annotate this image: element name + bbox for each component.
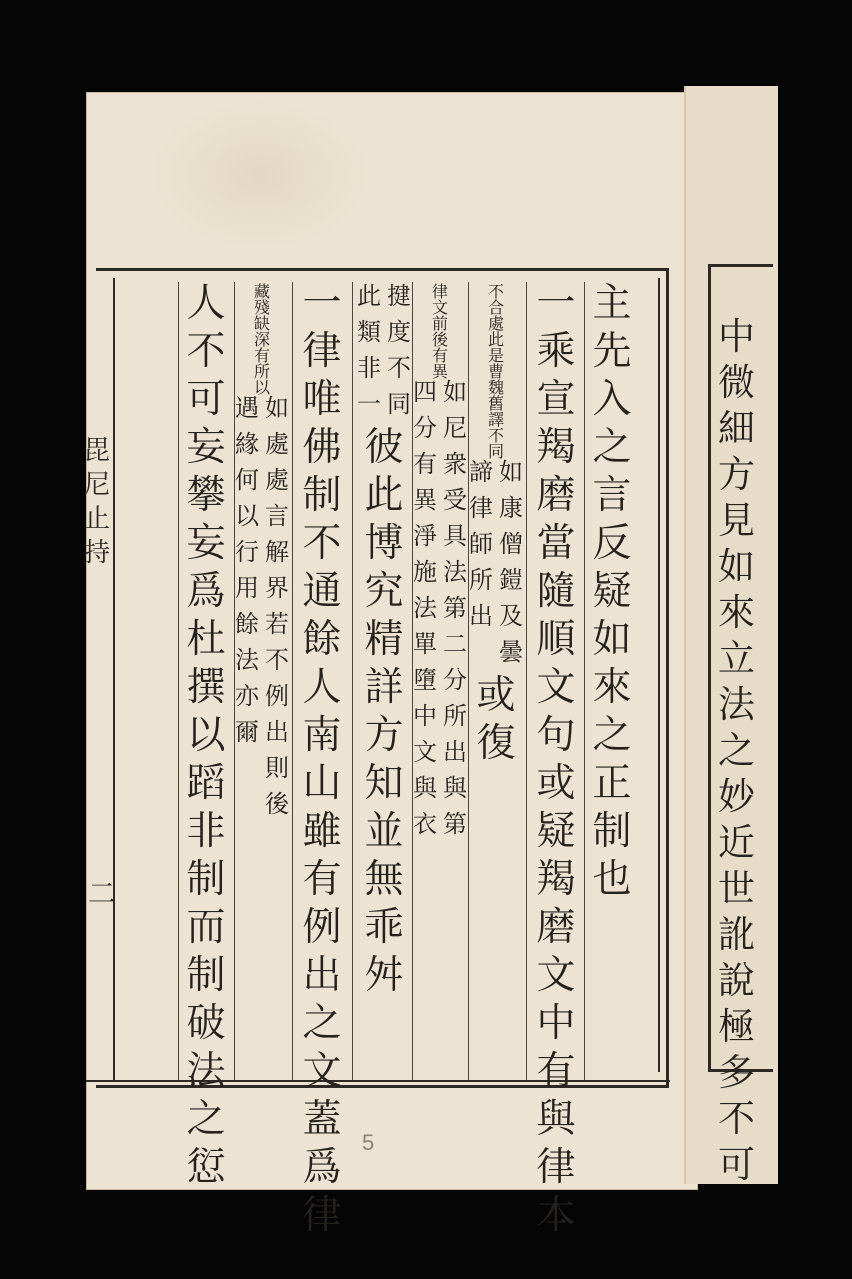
text-column	[469, 282, 523, 772]
column-text: 諦 律 師 所 出	[469, 458, 493, 630]
annotation-pair	[357, 284, 411, 428]
column-text: 藏 殘 缺 深 有 所 以	[253, 282, 270, 397]
water-stain	[150, 100, 370, 250]
column-text: 如 康 僧 鎧 及 曇	[499, 458, 523, 666]
gutter-title	[82, 430, 112, 566]
column-rule	[412, 282, 413, 1080]
column-text: 如 尼 衆 受 具 法 第 二 分 所 出 與 第	[443, 378, 467, 838]
column-rule	[234, 282, 235, 1080]
annotation-pair	[469, 460, 523, 676]
column-text: 或 復	[476, 673, 516, 766]
column-text: 四 分 有 異 淨 施 法 單 墮 中 文 與 衣	[413, 378, 437, 838]
column-text: 人 不 可 妄 攀 妄 爲 杜 撰 以 蹈 非 制 而 制 破 法 之 愆	[186, 281, 226, 1190]
gutter-line	[113, 278, 115, 1082]
next-page-column	[718, 306, 755, 1186]
column-rule	[526, 282, 527, 1080]
column-text: 彼 此 博 究 精 詳 方 知 並 無 乖 舛	[364, 425, 404, 998]
column-rule	[178, 282, 179, 1080]
pencil-page-number: 5	[362, 1130, 375, 1155]
text-column	[413, 282, 467, 848]
column-text: 律 文 前 後 有 異	[431, 282, 448, 381]
column-text: 揵 度 不 同	[387, 282, 411, 418]
gutter-title-char: 尼	[83, 470, 110, 500]
gutter-title-char: 持	[83, 538, 110, 568]
column-text: 一 律 唯 佛 制 不 通 餘 人 南 山 雖 有 例 出 之 文 蓋 爲 律	[302, 281, 342, 1238]
text-column	[590, 281, 634, 908]
annotation-pair	[235, 396, 289, 828]
column-rule	[292, 282, 293, 1080]
text-column	[357, 282, 411, 1004]
text-column	[534, 281, 578, 1244]
text-column	[235, 282, 289, 828]
column-text: 主 先 入 之 言 反 疑 如 來 之 正 制 也	[592, 281, 632, 902]
annotation-pair	[413, 380, 467, 848]
column-text: 一 乘 宣 羯 磨 當 隨 順 文 句 或 疑 羯 磨 文 中 有 與 律 本	[536, 281, 576, 1238]
column-text: 此 類 非 一	[357, 282, 381, 418]
column-text: 不 合 處 此 是 曹 魏 舊 譯 不 同	[487, 282, 504, 461]
gutter-title-char: 止	[83, 504, 110, 534]
bottom-rule	[86, 1080, 670, 1082]
text-column	[184, 281, 228, 1196]
text-column	[300, 281, 344, 1244]
column-rule	[584, 282, 585, 1080]
gutter-title-char: 毘	[83, 436, 110, 466]
column-text: 中 微 細 方 見 如 來 立 法 之 妙 近 世 訛 說 極 多 不 可	[718, 315, 755, 1186]
frame-inner-line	[658, 278, 660, 1072]
column-text: 如 處 處 言 解 界 若 不 例 出 則 後	[265, 394, 289, 818]
column-rule	[352, 282, 353, 1080]
column-text: 遇 緣 何 以 行 用 餘 法 亦 爾	[235, 394, 259, 746]
column-rule	[468, 282, 469, 1080]
gutter-page-number: 二	[88, 877, 117, 910]
